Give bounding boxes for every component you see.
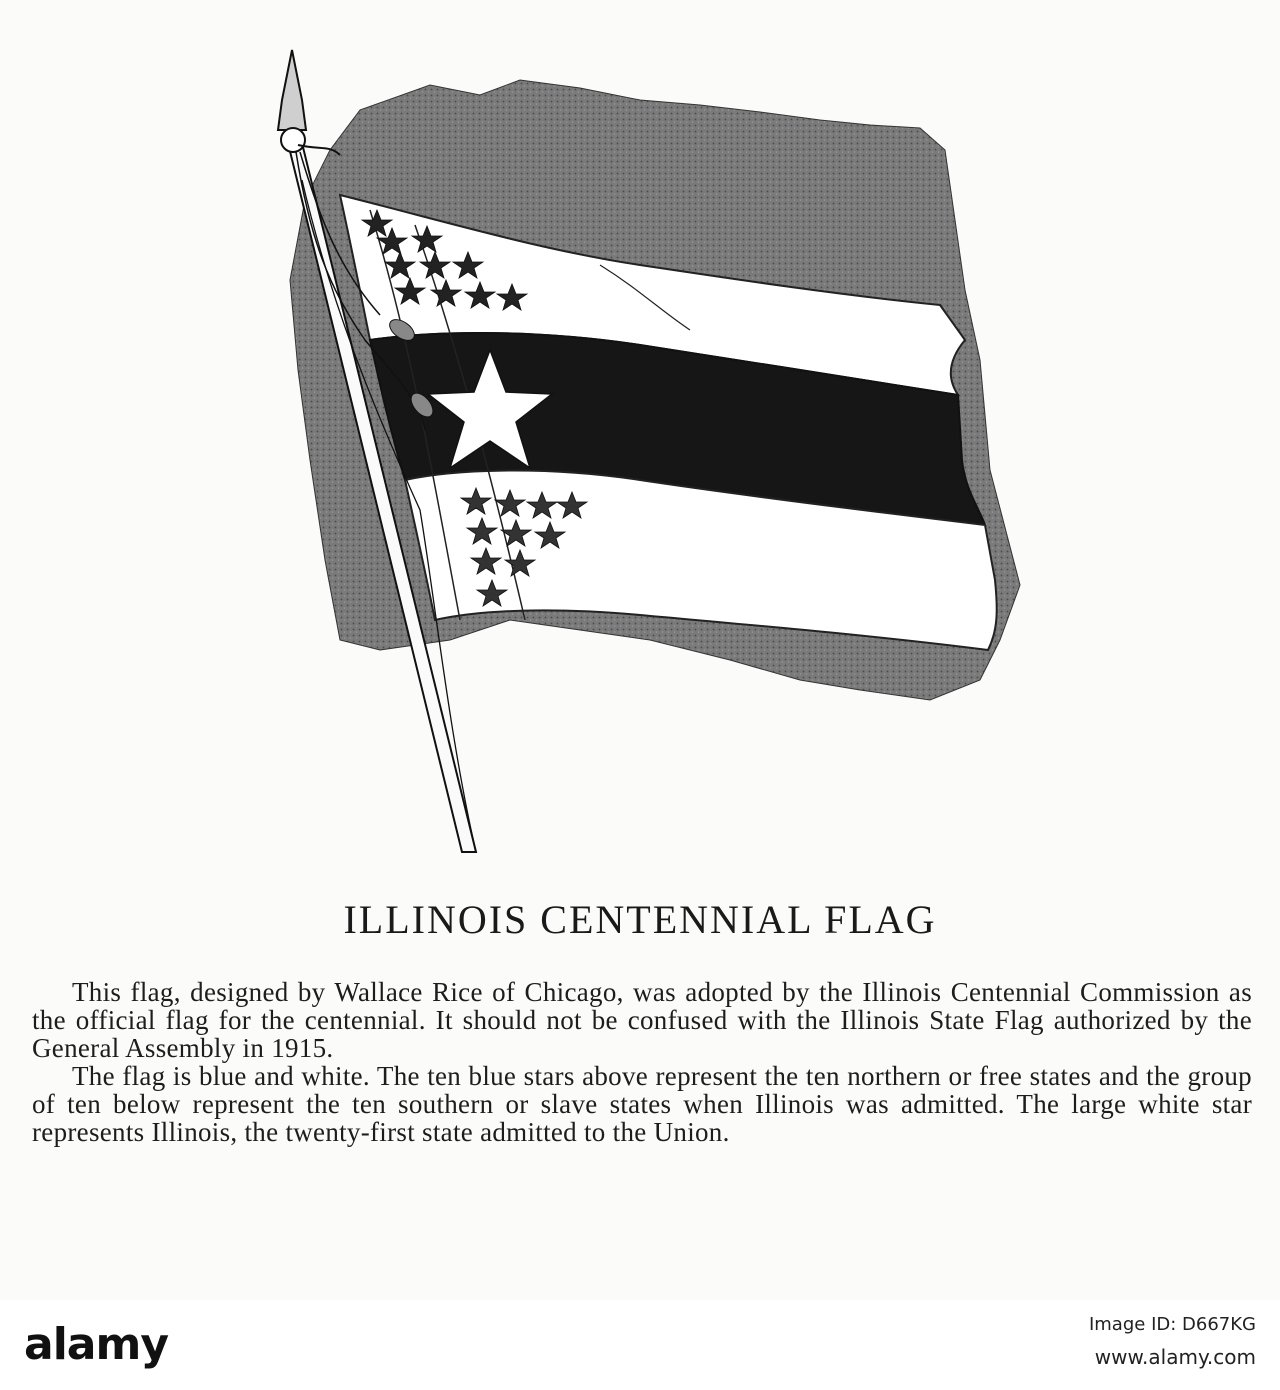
- paragraph-1: This flag, designed by Wallace Rice of Chicago, was adopted by the Illinois Centennial Commission as the official flag for the centennial. It should not be confused with the Illinois State Flag authorized by the General Assembly in 1915.: [32, 977, 1252, 1063]
- image-id-label: Image ID: D667KG: [1088, 1314, 1256, 1335]
- centennial-flag-illustration: [220, 40, 1060, 870]
- paragraph-2: The flag is blue and white. The ten blue stars above represent the ten northern or free states and the group of ten below represent the ten southern or slave states when Illinois was admitted. The large white star represents Illinois, the twenty-first state admitted to the Union.: [32, 1061, 1252, 1147]
- alamy-logo-icon[interactable]: alamy: [24, 1319, 168, 1370]
- caption-body: [32, 978, 1252, 1146]
- pole-finial: [278, 50, 306, 130]
- caption-title: ILLINOIS CENTENNIAL FLAG: [343, 897, 937, 942]
- website-link[interactable]: www.alamy.com: [1094, 1345, 1256, 1369]
